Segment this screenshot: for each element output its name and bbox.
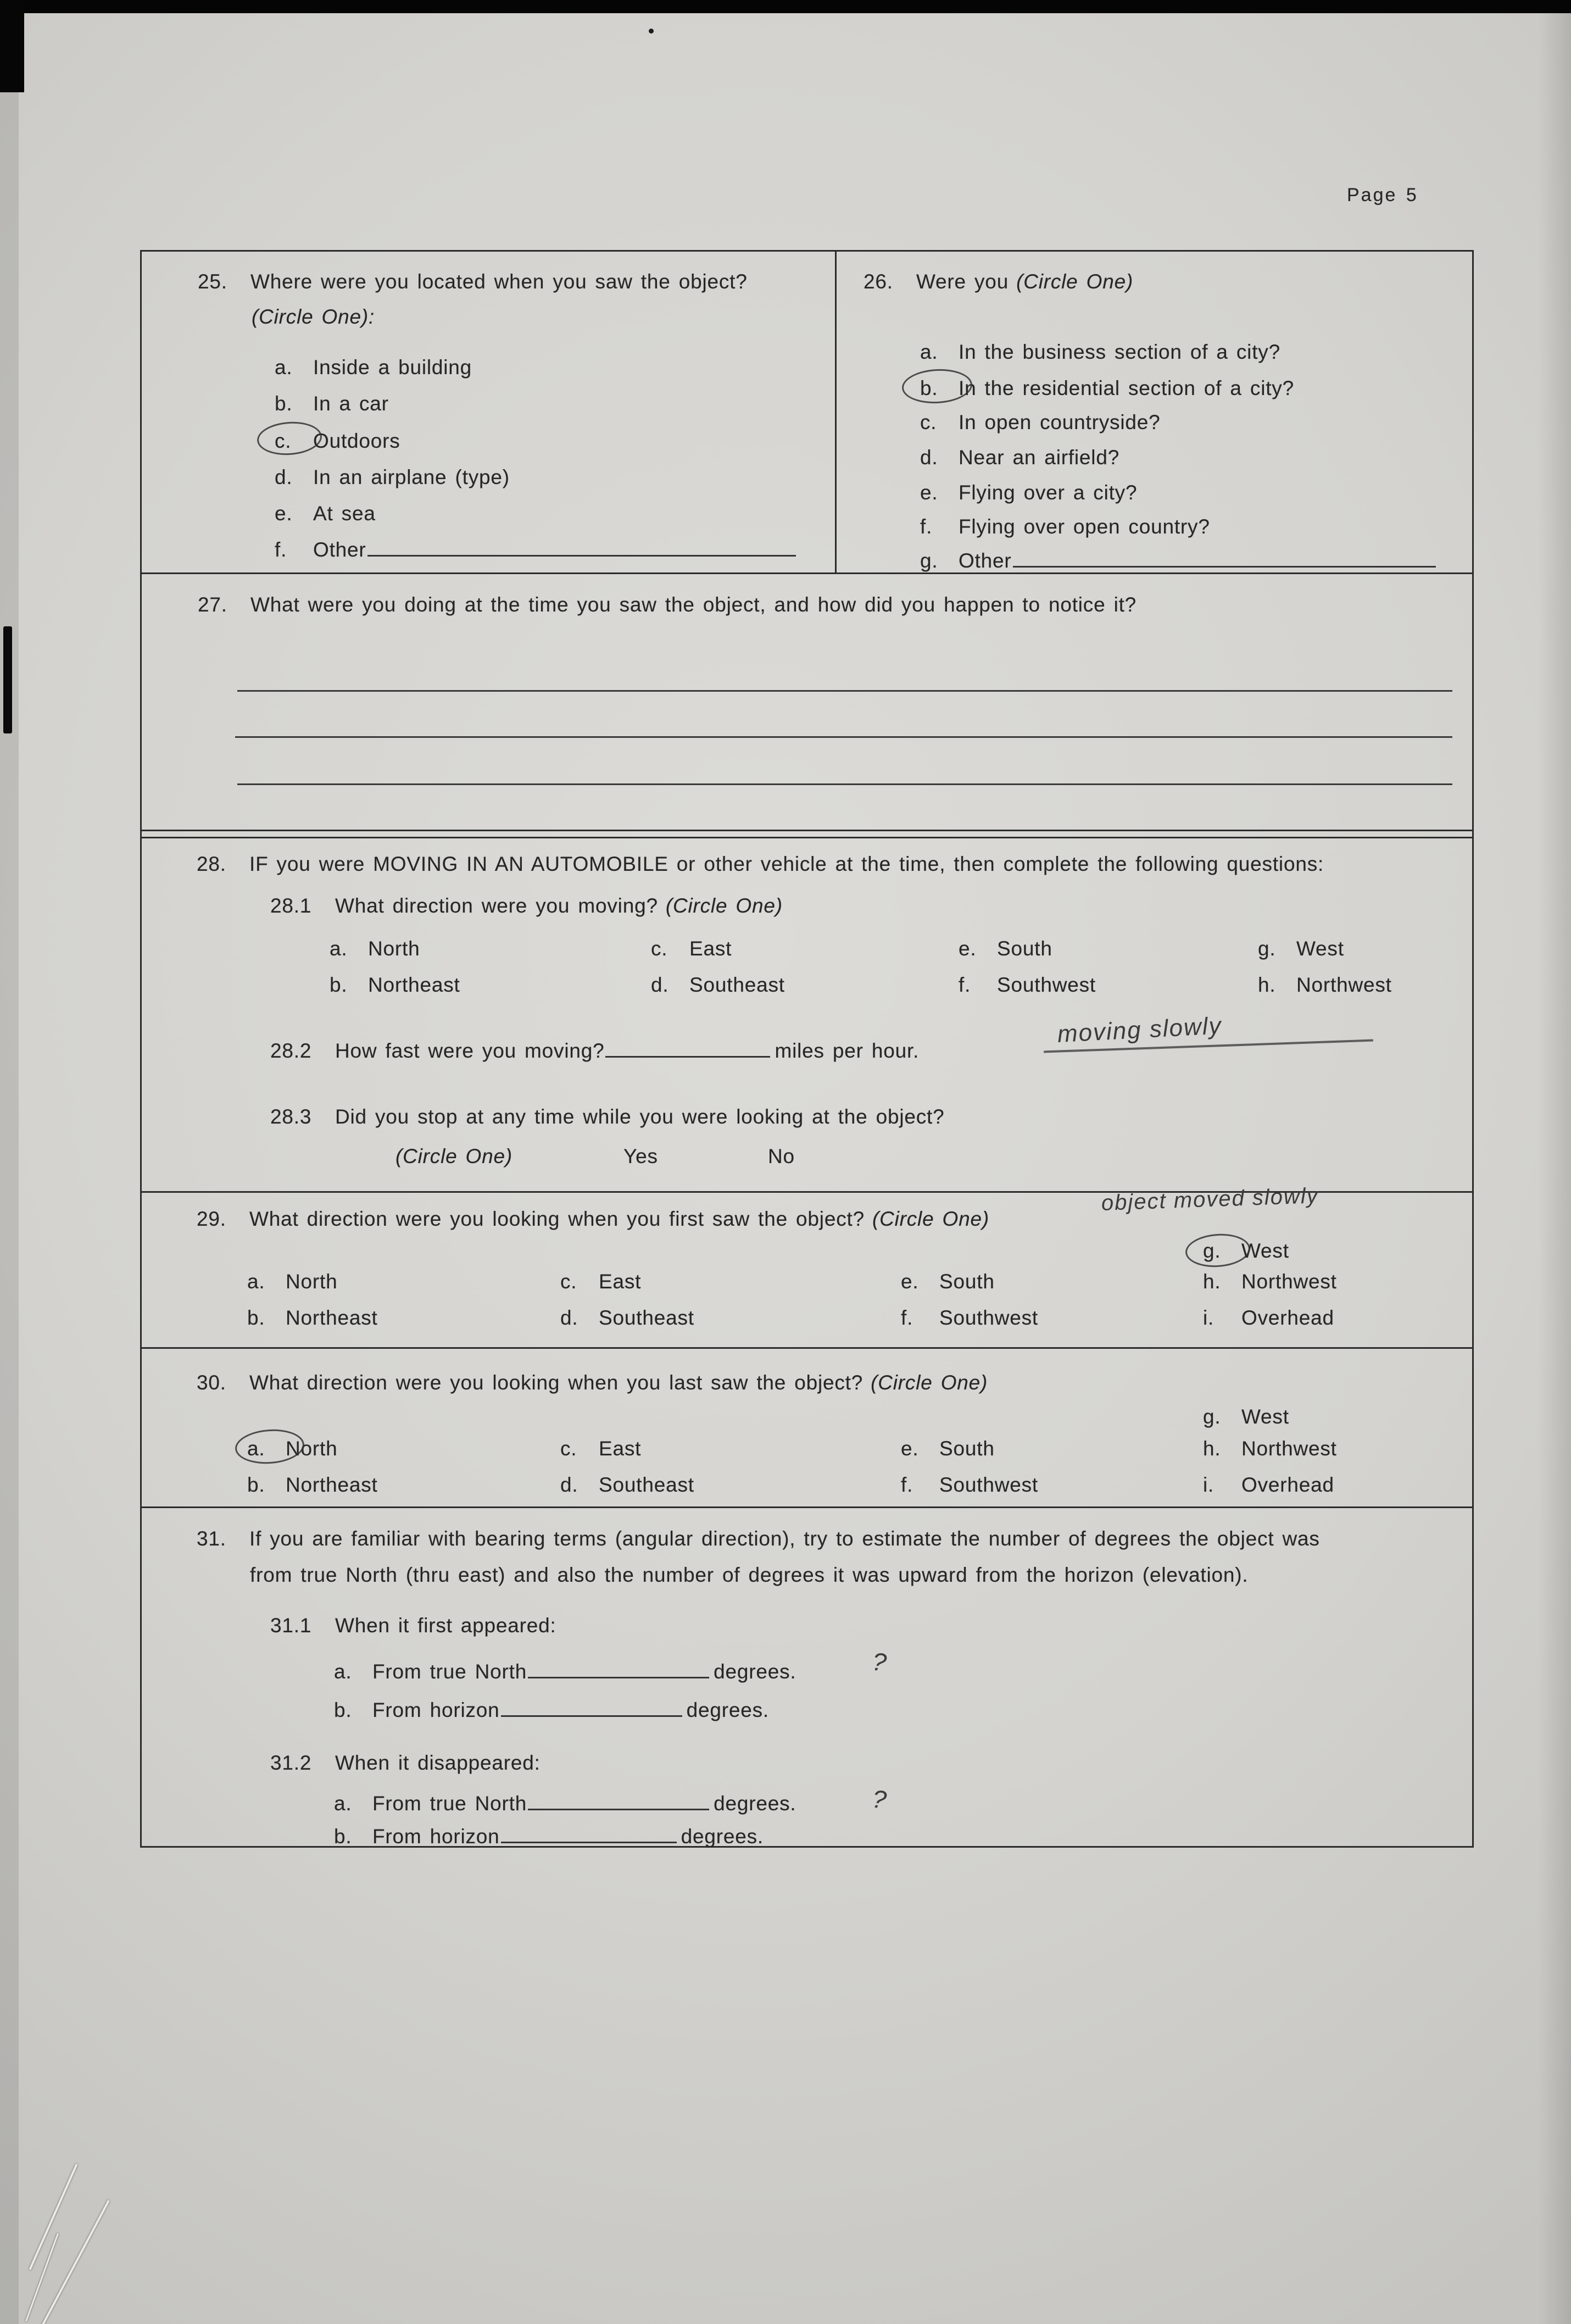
option-letter: b. [330,974,348,996]
q28-number: 28. [197,853,226,875]
q28-1-option [651,937,732,960]
option-label: Northeast [368,974,460,996]
q31-1-item-a [334,1660,796,1683]
q31-question-line1: If you are familiar with bearing terms (angular direction), try to estimate the number of degrees the object was [249,1527,1320,1550]
option-letter: a. [330,937,348,960]
q29-option [560,1306,694,1330]
q25-number: 25. [198,270,227,293]
option-letter: e. [901,1270,919,1293]
option-letter: a. [275,356,293,379]
option-label: Southeast [599,1306,694,1329]
option-label: North [286,1270,338,1293]
q28-1-number: 28.1 [270,894,312,917]
option-label: Outdoors [313,430,400,452]
option-letter: g. [1203,1239,1221,1262]
option-label: Overhead [1241,1474,1334,1496]
option-label: West [1241,1239,1289,1262]
option-label: Northwest [1296,974,1392,996]
option-letter: d. [560,1306,578,1329]
option-letter: f. [920,515,933,538]
q30-heading [197,1371,988,1394]
option-label: Overhead [1241,1306,1334,1329]
option-letter: b. [334,1699,352,1721]
q30-number: 30. [197,1371,226,1394]
option-label: Southwest [939,1306,1038,1329]
option-letter: b. [275,392,293,415]
q28-1-option [1258,974,1392,997]
q26-option-f [920,515,1210,538]
q28-3-circle-note: (Circle One) [395,1145,513,1167]
option-label: From true North [372,1792,527,1815]
q31-2-item-a [334,1792,796,1815]
q30-option [560,1437,641,1460]
q28-2-suffix: miles per hour. [775,1039,920,1062]
option-letter: e. [920,481,938,504]
option-label: West [1296,937,1344,960]
scan-left-black-mark [3,626,12,733]
q28-1-option [959,937,1052,960]
q30-option [1203,1437,1337,1460]
q30-option [1203,1474,1334,1497]
option-label: From horizon [372,1699,500,1721]
option-label: East [599,1437,642,1460]
q26-option-a [920,341,1280,364]
q28-heading [197,853,1324,876]
q28-1-option [651,974,785,997]
q30-option [901,1437,995,1460]
q31-1-heading [270,1614,556,1637]
option-letter: h. [1203,1437,1221,1460]
q31-1-b-blank [501,1699,682,1717]
q27-answer-line-3 [237,783,1452,785]
q28-3-question: Did you stop at any time while you were looking at the object? [335,1105,945,1128]
q25-option-b [275,392,389,415]
q28-1-option [1258,937,1344,960]
scan-left-shadow [0,12,19,2324]
section-divider [140,1506,1474,1508]
section-divider [140,837,1474,838]
q31-2-number: 31.2 [270,1752,312,1774]
option-letter: f. [901,1474,913,1496]
option-letter: a. [920,341,938,363]
q25-circle-note: (Circle One): [252,305,375,328]
q28-1-heading [270,894,783,918]
q28-3-number: 28.3 [270,1105,312,1128]
section-divider [140,1347,1474,1349]
option-letter: b. [334,1825,352,1848]
q29-heading [197,1208,989,1231]
option-label: Northwest [1241,1437,1337,1460]
option-letter: e. [901,1437,919,1460]
q25-other-blank [367,538,796,557]
option-letter: c. [920,411,937,433]
option-label: West [1241,1405,1289,1428]
option-letter: d. [651,974,669,996]
option-letter: b. [920,377,938,399]
option-label: South [997,937,1052,960]
q31-1-label: When it first appeared: [335,1614,556,1637]
handwritten-note-q29: object moved slowly [1101,1183,1319,1215]
option-letter: g. [1258,937,1276,960]
q31-2-label: When it disappeared: [335,1752,541,1774]
q29-circle-note: (Circle One) [872,1208,989,1230]
option-letter: f. [959,974,971,996]
option-letter: c. [275,430,292,452]
q27-heading [198,593,1137,616]
q31-number: 31. [197,1527,226,1550]
scan-corner-black-mark [0,0,24,92]
q29-option [1203,1306,1334,1330]
q27-question: What were you doing at the time you saw the object, and how did you happen to notice it? [250,593,1137,616]
option-label: Southeast [689,974,785,996]
option-suffix: degrees. [714,1792,796,1815]
scan-right-shadow [1538,12,1571,2324]
q29-number: 29. [197,1208,226,1230]
option-letter: e. [959,937,977,960]
q29-option [1203,1270,1337,1293]
option-label: Other [959,549,1012,572]
q28-1-circle-note: (Circle One) [665,894,783,917]
q25-option-e [275,502,376,525]
option-label: North [286,1437,338,1460]
option-label: At sea [313,502,376,525]
option-label: North [368,937,420,960]
option-letter: a. [334,1660,352,1683]
option-label: From horizon [372,1825,500,1848]
option-label: In a car [313,392,389,415]
option-label: Southwest [939,1474,1038,1496]
handwritten-question-mark: ? [870,1784,889,1815]
q31-heading-line2: from true North (thru east) and also the number of degrees it was upward from the horizon (elevation). [250,1564,1249,1586]
option-label: Near an airfield? [959,446,1120,469]
option-label: Flying over open country? [959,515,1210,538]
q29-option [901,1270,995,1293]
q25-question: Where were you located when you saw the object? [250,270,748,293]
option-letter: i. [1203,1306,1215,1329]
q30-question: What direction were you looking when you last saw the object? [249,1371,864,1394]
q27-answer-line-2 [235,736,1452,738]
option-suffix: degrees. [681,1825,764,1848]
q26-option-g [920,549,1440,572]
q31-2-a-blank [528,1792,709,1810]
option-label: Southeast [599,1474,694,1496]
q31-1-a-blank [528,1660,709,1678]
q25-option-a [275,356,472,379]
q28-2-line [270,1039,919,1063]
q28-3-no: No [768,1145,795,1167]
section-divider [140,572,1474,574]
q29-option [247,1270,337,1293]
option-letter: c. [560,1437,577,1460]
q31-1-number: 31.1 [270,1614,312,1637]
option-letter: d. [560,1474,578,1496]
q29-question: What direction were you looking when you first saw the object? [249,1208,865,1230]
option-letter: i. [1203,1474,1215,1496]
option-label: Northwest [1241,1270,1337,1293]
scan-top-black-bar [0,0,1571,13]
option-label: Flying over a city? [959,481,1138,504]
option-label: Southwest [997,974,1096,996]
q28-3-yes: Yes [623,1145,658,1167]
q28-1-option [330,974,460,997]
q26-option-c [920,411,1161,434]
option-letter: b. [247,1306,265,1329]
handwritten-note-q28-2: moving slowly [1056,1012,1223,1048]
option-letter: h. [1258,974,1276,996]
option-label: In open countryside? [959,411,1161,433]
option-label: Northeast [286,1306,378,1329]
page-number-label: Page 5 [1347,185,1418,205]
q26-option-b [920,377,1294,400]
q28-2-number: 28.2 [270,1039,312,1062]
option-label: From true North [372,1660,527,1683]
column-divider-q25-q26 [835,252,837,573]
option-label: Inside a building [313,356,472,379]
q26-option-d [920,446,1119,469]
q28-3-heading [270,1105,945,1128]
option-letter: a. [247,1270,265,1293]
q30-option [560,1474,694,1497]
option-suffix: degrees. [686,1699,769,1721]
q31-2-item-b [334,1825,764,1848]
q31-heading-line1 [197,1527,1320,1550]
q28-question: IF you were MOVING IN AN AUTOMOBILE or other vehicle at the time, then complete the following questions: [249,853,1324,875]
q31-2-b-blank [501,1825,677,1843]
q31-1-item-b [334,1699,769,1722]
scan-speck [649,29,654,34]
q30-option-west [1203,1405,1289,1428]
q30-circle-note: (Circle One) [871,1371,988,1394]
q28-1-question: What direction were you moving? [335,894,658,917]
option-suffix: degrees. [714,1660,796,1683]
option-letter: b. [247,1474,265,1496]
q28-2-speed-blank [605,1039,770,1058]
q29-option [560,1270,641,1293]
option-label: South [939,1437,995,1460]
option-label: South [939,1270,995,1293]
option-label: Northeast [286,1474,378,1496]
option-letter: d. [275,466,293,488]
option-letter: g. [920,549,938,572]
q28-1-option [330,937,420,960]
option-letter: f. [275,538,287,561]
q26-circle-note: (Circle One) [1016,270,1134,293]
q25-option-f [275,538,800,561]
option-letter: e. [275,502,293,525]
option-letter: f. [901,1306,913,1329]
option-label: East [689,937,732,960]
handwritten-question-mark: ? [870,1647,889,1677]
q28-1-option [959,974,1096,997]
option-label: In an airplane (type) [313,466,510,488]
q30-option [901,1474,1038,1497]
q29-option [247,1306,378,1330]
option-label: In the residential section of a city? [959,377,1294,399]
q27-answer-line-1 [237,690,1452,692]
option-letter: c. [651,937,668,960]
option-label: Other [313,538,366,561]
q30-option [247,1474,378,1497]
q25-heading [198,270,748,293]
option-letter: h. [1203,1270,1221,1293]
q31-2-heading [270,1752,541,1775]
q29-option [901,1306,1038,1330]
q26-heading [864,270,1133,293]
q26-option-e [920,481,1137,504]
section-divider [140,830,1474,831]
q27-number: 27. [198,593,227,616]
q26-other-blank [1013,549,1436,568]
option-letter: d. [920,446,938,469]
option-letter: c. [560,1270,577,1293]
option-letter: a. [247,1437,265,1460]
option-letter: g. [1203,1405,1221,1428]
q25-option-d [275,466,510,489]
option-letter: a. [334,1792,352,1815]
q28-2-question: How fast were you moving? [335,1039,605,1062]
q26-question: Were you [916,270,1009,293]
option-label: In the business section of a city? [959,341,1280,363]
q26-number: 26. [864,270,893,293]
option-label: East [599,1270,642,1293]
